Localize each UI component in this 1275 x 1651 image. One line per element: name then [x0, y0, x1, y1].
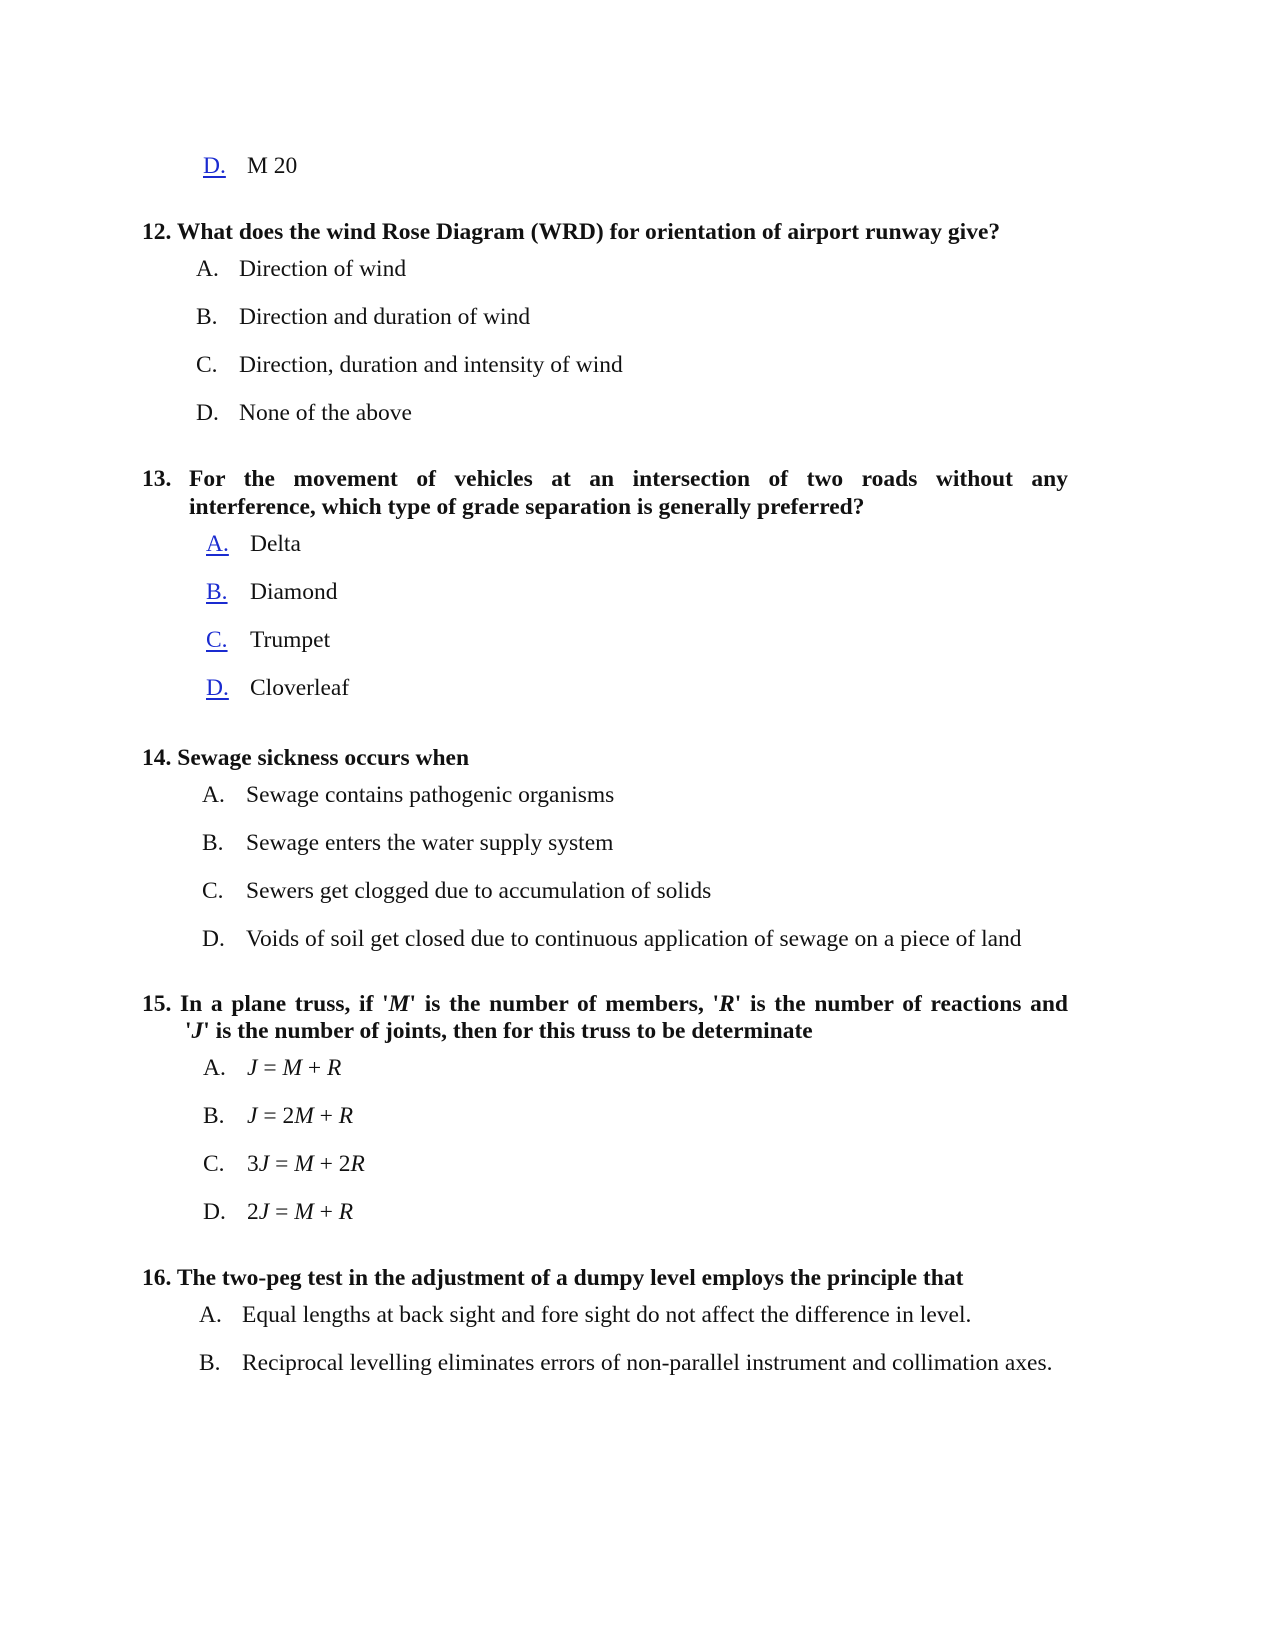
q13-question-line2: interference, which type of grade separation is generally preferred?: [189, 494, 865, 520]
q13-number: 13.: [142, 466, 172, 492]
q15-question-line2: 'J' is the number of joints, then for this truss to be determinate: [185, 1018, 813, 1044]
q12-question: 12. What does the wind Rose Diagram (WRD) for orientation of airport runway give?: [142, 219, 1001, 245]
q13-option-b-text: Diamond: [250, 579, 338, 605]
q13-option-c-link[interactable]: C.: [206, 627, 228, 653]
q15-option-c-letter: C.: [203, 1151, 225, 1177]
q14-question: 14. Sewage sickness occurs when: [142, 745, 470, 771]
q15-option-c-text: 3J = M + 2R: [247, 1151, 365, 1177]
q13-option-d-text: Cloverleaf: [250, 675, 350, 701]
q12-option-c-text: Direction, duration and intensity of wind: [239, 352, 623, 378]
q16-option-a-text: Equal lengths at back sight and fore sight do not affect the difference in level.: [242, 1302, 972, 1328]
q16-option-b-text: Reciprocal levelling eliminates errors of non-parallel instrument and collimation axes.: [242, 1350, 1053, 1376]
q15-option-b-letter: B.: [203, 1103, 225, 1129]
q13-option-a-text: Delta: [250, 531, 301, 557]
q13-option-c-text: Trumpet: [250, 627, 331, 653]
q12-option-a-letter: A.: [196, 256, 219, 282]
q14-option-d-text: Voids of soil get closed due to continuous application of sewage on a piece of land: [246, 926, 1022, 952]
q16-option-a-letter: A.: [199, 1302, 222, 1328]
q14-option-c-text: Sewers get clogged due to accumulation of solids: [246, 878, 712, 904]
q12-option-d-letter: D.: [196, 400, 219, 426]
q14-option-b-text: Sewage enters the water supply system: [246, 830, 614, 856]
q14-option-a-letter: A.: [202, 782, 225, 808]
q15-option-a-letter: A.: [203, 1055, 226, 1081]
q11-option-d-text: M 20: [247, 153, 298, 179]
q15-option-d-letter: D.: [203, 1199, 226, 1225]
q12-option-c-letter: C.: [196, 352, 218, 378]
q15-option-b-text: J = 2M + R: [247, 1103, 354, 1129]
q12-option-b-letter: B.: [196, 304, 218, 330]
q15-option-d-text: 2J = M + R: [247, 1199, 354, 1225]
q13-question-line1: For the movement of vehicles at an intersection of two roads without any: [189, 466, 1068, 492]
q16-option-b-letter: B.: [199, 1350, 221, 1376]
q16-question: 16. The two-peg test in the adjustment of a dumpy level employs the principle that: [142, 1265, 964, 1291]
q13-option-b-link[interactable]: B.: [206, 579, 228, 605]
q11-option-d-link[interactable]: D.: [203, 153, 226, 179]
q15-option-a-text: J = M + R: [247, 1055, 342, 1081]
q12-option-a-text: Direction of wind: [239, 256, 407, 282]
q14-option-d-letter: D.: [202, 926, 225, 952]
q14-option-a-text: Sewage contains pathogenic organisms: [246, 782, 615, 808]
q15-number: 15.: [142, 991, 172, 1017]
q15-question-line1: In a plane truss, if 'M' is the number of members, 'R' is the number of reactions and: [180, 991, 1068, 1017]
q14-option-c-letter: C.: [202, 878, 224, 904]
q13-option-d-link[interactable]: D.: [206, 675, 229, 701]
q12-option-b-text: Direction and duration of wind: [239, 304, 531, 330]
q13-option-a-link[interactable]: A.: [206, 531, 229, 557]
q12-option-d-text: None of the above: [239, 400, 412, 426]
q14-option-b-letter: B.: [202, 830, 224, 856]
